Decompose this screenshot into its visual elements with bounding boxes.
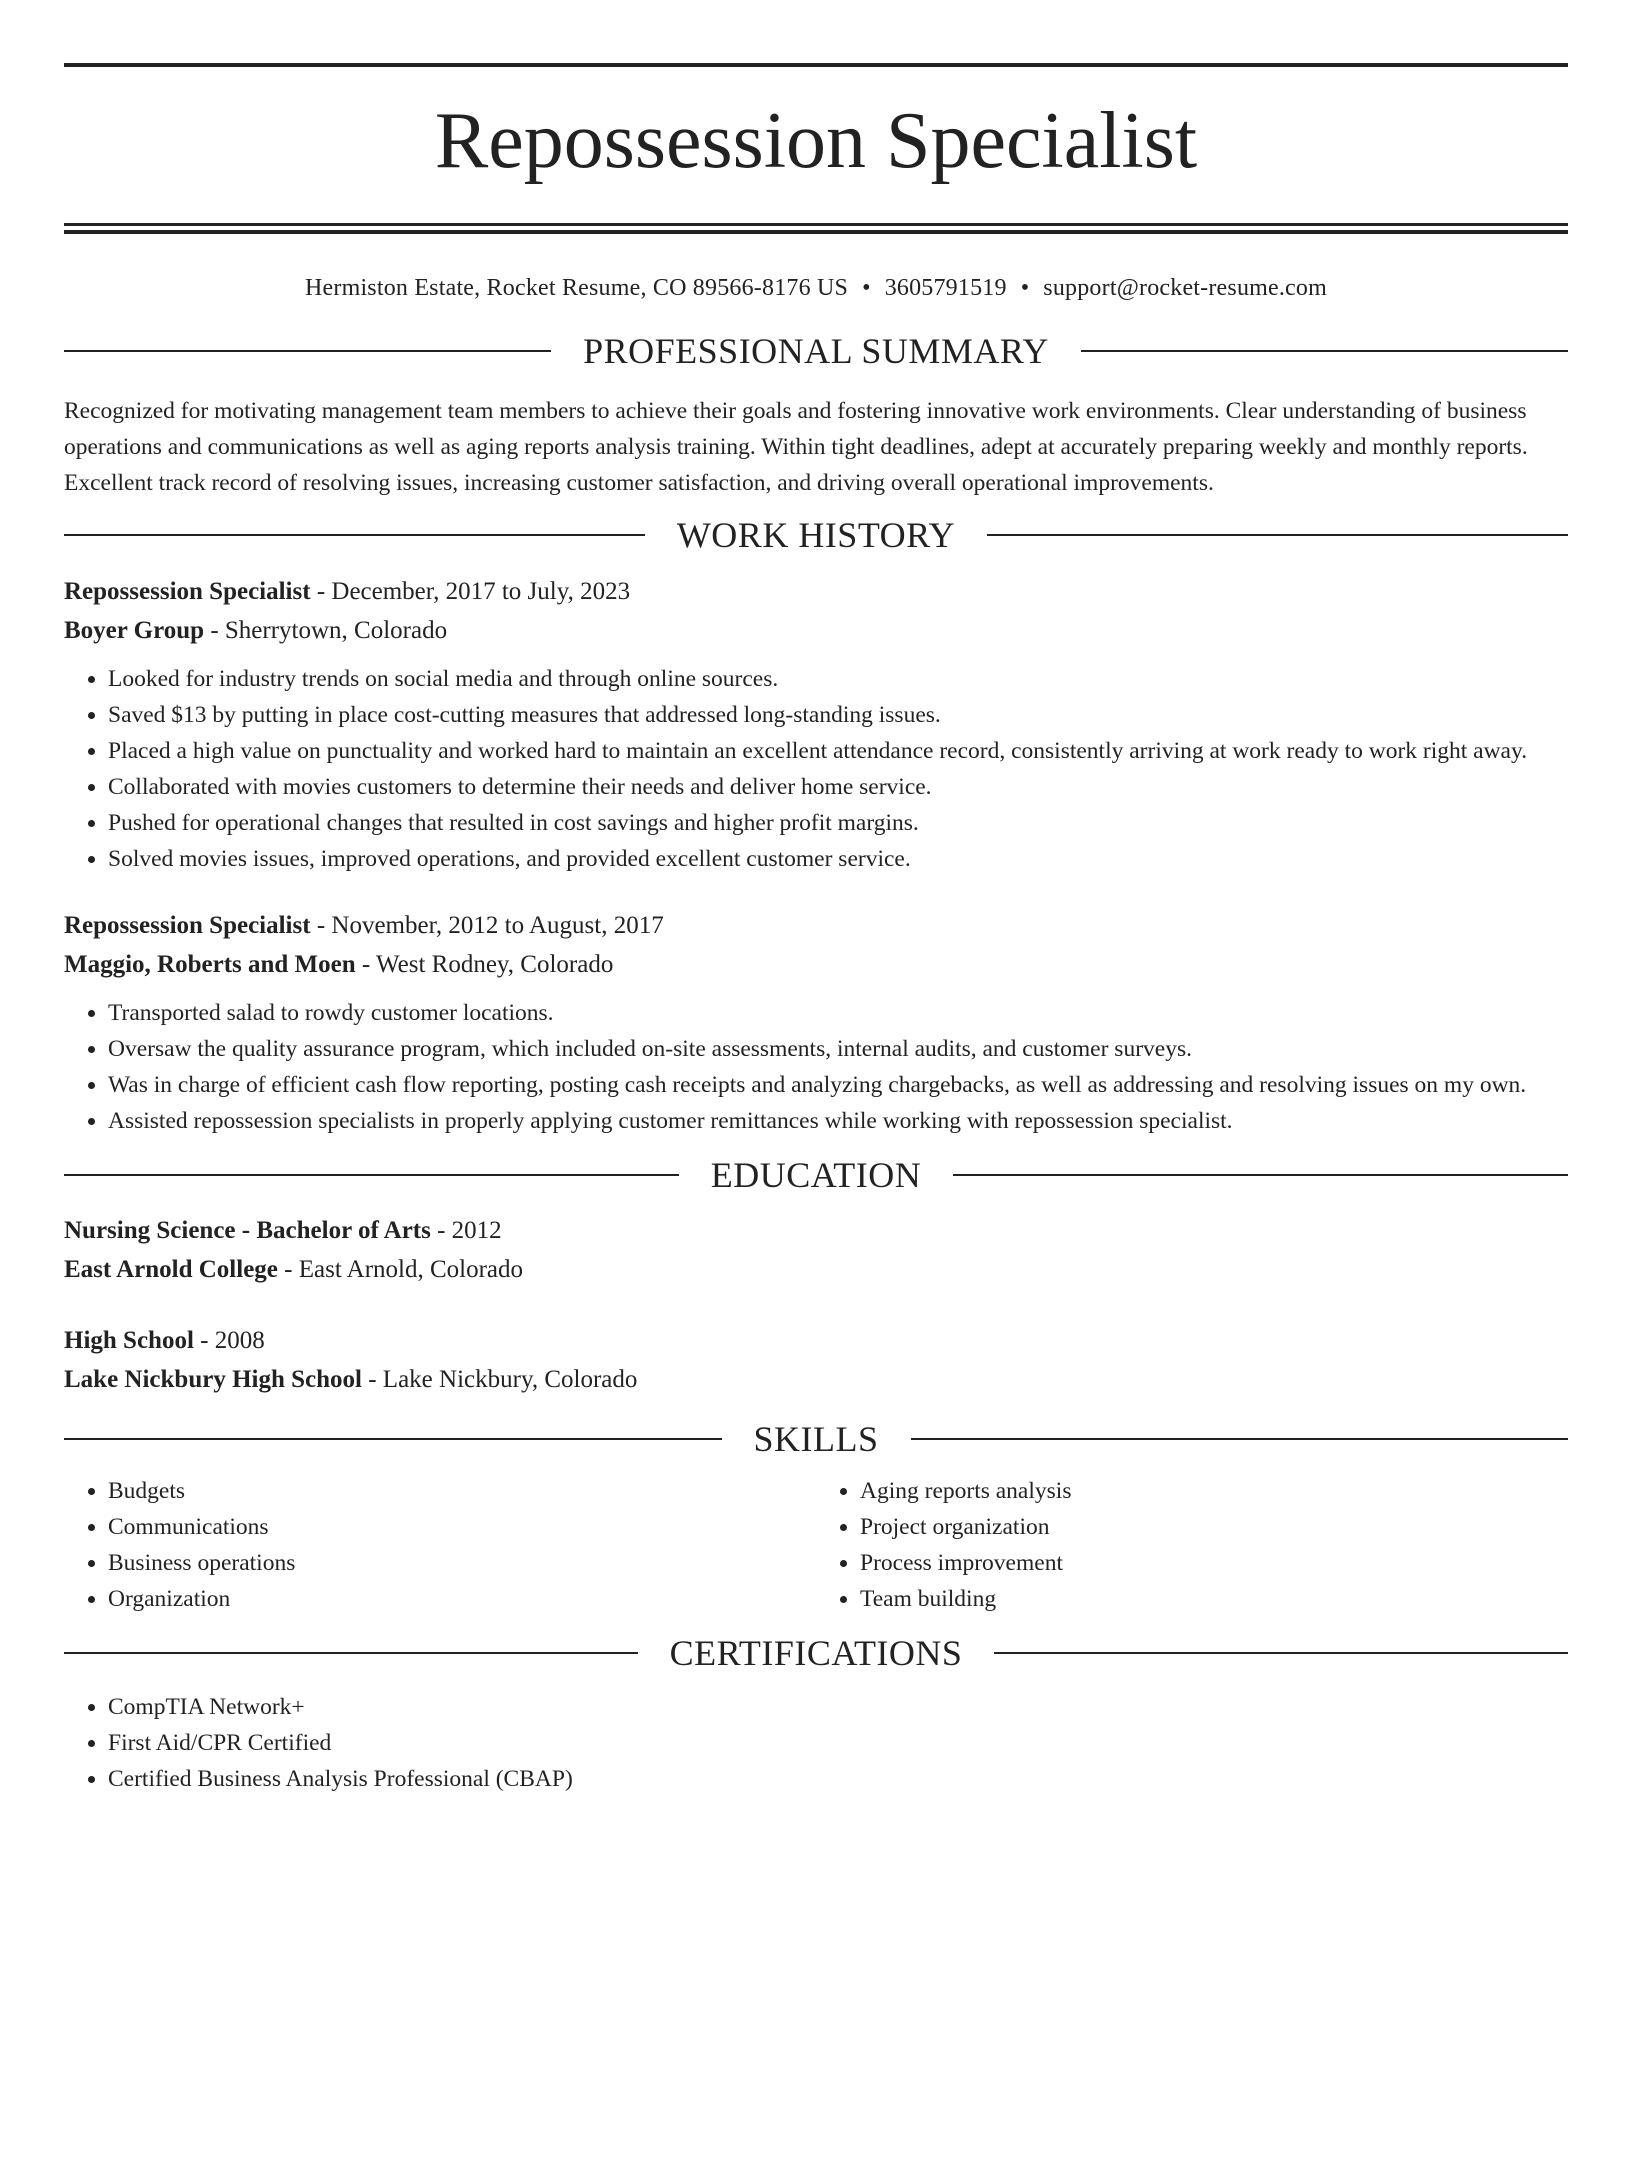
list-item: • Aging reports analysis — [860, 1473, 1568, 1509]
education-school-line — [64, 1360, 1568, 1399]
certifications-heading — [64, 1633, 1568, 1673]
heading-rule — [64, 1652, 638, 1654]
job-entry — [64, 906, 1568, 1139]
job-employer-line — [64, 611, 1568, 650]
skills-grid — [64, 1473, 1568, 1617]
list-item: • Project organization — [860, 1509, 1568, 1545]
job-location: - Sherrytown, Colorado — [204, 617, 448, 644]
list-item: • Looked for industry trends on social media and through online sources. — [108, 661, 1568, 697]
contact-email: support@rocket-resume.com — [1043, 275, 1327, 301]
heading-rule — [64, 1174, 679, 1176]
education-location: - East Arnold, Colorado — [277, 1256, 524, 1283]
certifications-heading-title: CERTIFICATIONS — [669, 1633, 963, 1673]
resume-page — [0, 63, 1632, 2175]
education-degree-line — [64, 1321, 1568, 1360]
heading-rule — [1081, 350, 1568, 352]
heading-rule — [64, 1438, 722, 1440]
education-degree: High School — [64, 1327, 194, 1354]
summary-text: Recognized for motivating management team members to achieve their goals and fostering innovative work environments. Clear understanding of business operations and communications as well as aging reports analysis training. Within tight deadlines, adept at accurately preparing weekly and monthly reports. Excellent track record of resolving issues, increasing customer satisfaction, and driving overall operational improvements. — [64, 398, 1528, 496]
education-school: East Arnold College — [64, 1256, 278, 1283]
heading-rule — [994, 1652, 1568, 1654]
list-item: • Budgets — [108, 1473, 816, 1509]
education-year: - 2008 — [193, 1327, 265, 1354]
job-title-line — [64, 906, 1568, 945]
work-heading — [64, 515, 1568, 555]
education-entry — [64, 1211, 1568, 1289]
list-item: • Team building — [860, 1581, 1568, 1617]
heading-rule — [987, 534, 1568, 536]
heading-rule — [953, 1174, 1568, 1176]
contact-line — [64, 272, 1568, 304]
double-rule — [64, 223, 1568, 234]
list-item: • Saved $13 by putting in place cost-cutting measures that addressed long-standing issues. — [108, 697, 1568, 733]
list-item: • Organization — [108, 1581, 816, 1617]
heading-rule — [64, 350, 551, 352]
education-year: - 2012 — [430, 1217, 502, 1244]
job-location: - West Rodney, Colorado — [355, 951, 614, 978]
skills-list-left — [64, 1473, 816, 1617]
education-heading — [64, 1155, 1568, 1195]
list-item: • Placed a high value on punctuality and worked hard to maintain an excellent attendance record, consistently arriving at work ready to work right away. — [108, 733, 1568, 769]
education-school-line — [64, 1250, 1568, 1289]
list-item: • Process improvement — [860, 1545, 1568, 1581]
job-bullets — [64, 995, 1568, 1139]
top-rule — [64, 63, 1568, 67]
resume-name: Repossession Specialist — [434, 97, 1198, 185]
certifications-list — [64, 1689, 1568, 1797]
list-item: • Business operations — [108, 1545, 816, 1581]
education-location: - Lake Nickbury, Colorado — [361, 1366, 638, 1393]
contact-separator: • — [1020, 275, 1030, 301]
education-heading-title: EDUCATION — [710, 1155, 922, 1195]
job-dates: - December, 2017 to July, 2023 — [310, 578, 631, 605]
education-degree-line — [64, 1211, 1568, 1250]
summary-heading-title: PROFESSIONAL SUMMARY — [583, 331, 1049, 371]
list-item: • Oversaw the quality assurance program, which included on-site assessments, internal audits, and customer surveys. — [108, 1031, 1568, 1067]
heading-rule — [64, 534, 645, 536]
list-item: • Solved movies issues, improved operations, and provided excellent customer service. — [108, 841, 1568, 877]
job-employer: Boyer Group — [64, 617, 205, 644]
skills-heading-title: SKILLS — [753, 1419, 879, 1459]
list-item: • First Aid/CPR Certified — [108, 1725, 1568, 1761]
work-heading-title: WORK HISTORY — [676, 515, 956, 555]
list-item: • Assisted repossession specialists in properly applying customer remittances while working with repossession specialist. — [108, 1103, 1568, 1139]
job-bullets — [64, 661, 1568, 877]
job-employer: Maggio, Roberts and Moen — [64, 951, 356, 978]
job-title: Repossession Specialist — [64, 578, 311, 605]
summary-heading — [64, 331, 1568, 371]
education-school: Lake Nickbury High School — [64, 1366, 362, 1393]
job-dates: - November, 2012 to August, 2017 — [310, 912, 664, 939]
list-item: • CompTIA Network+ — [108, 1689, 1568, 1725]
contact-phone: 3605791519 — [884, 275, 1007, 301]
contact-address: Hermiston Estate, Rocket Resume, CO 89566-8176 US — [305, 275, 849, 301]
skills-heading — [64, 1419, 1568, 1459]
job-employer-line — [64, 945, 1568, 984]
skills-list-right — [816, 1473, 1568, 1617]
job-entry — [64, 572, 1568, 877]
list-item: • Was in charge of efficient cash flow reporting, posting cash receipts and analyzing chargebacks, as well as addressing and resolving issues on my own. — [108, 1067, 1568, 1103]
list-item: • Certified Business Analysis Professional (CBAP) — [108, 1761, 1568, 1797]
education-degree: Nursing Science - Bachelor of Arts — [64, 1217, 431, 1244]
list-item: • Transported salad to rowdy customer locations. — [108, 995, 1568, 1031]
education-entry — [64, 1321, 1568, 1399]
contact-separator: • — [862, 275, 871, 301]
job-title-line — [64, 572, 1568, 611]
job-title: Repossession Specialist — [64, 912, 311, 939]
list-item: • Pushed for operational changes that resulted in cost savings and higher profit margins. — [108, 805, 1568, 841]
list-item: • Communications — [108, 1509, 816, 1545]
heading-rule — [911, 1438, 1569, 1440]
list-item: • Collaborated with movies customers to determine their needs and deliver home service. — [108, 769, 1568, 805]
